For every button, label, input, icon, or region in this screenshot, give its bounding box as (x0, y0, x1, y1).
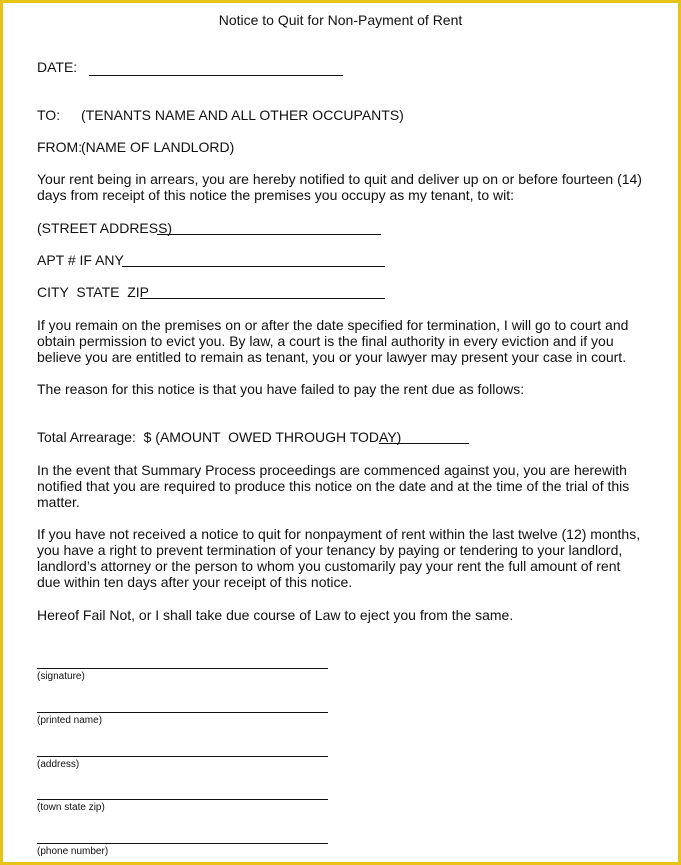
address-label: (address) (37, 759, 80, 770)
to-label: TO: (37, 107, 61, 123)
apt-label: APT # IF ANY (37, 252, 124, 268)
summary-process-paragraph: In the event that Summary Process proceedings are commenced against you, you are herewith notified that you are required to produce this notice on the date and at the time of the trial of this matter. (37, 462, 630, 510)
from-value: (NAME OF LANDLORD) (81, 139, 235, 155)
phone-number-label: (phone number) (37, 846, 109, 857)
reason-paragraph: The reason for this notice is that you have failed to pay the rent due as follows: (37, 381, 525, 397)
from-label: FROM: (37, 139, 83, 155)
signature-label: (signature) (37, 671, 85, 682)
phone-number-line[interactable] (37, 843, 328, 844)
date-field-line[interactable] (89, 75, 343, 76)
town-state-zip-line[interactable] (37, 799, 328, 800)
hereof-paragraph: Hereof Fail Not, or I shall take due course of Law to eject you from the same. (37, 607, 514, 623)
date-label: DATE: (37, 59, 78, 75)
street-address-label: (STREET ADDRESS) (37, 220, 173, 236)
court-paragraph: If you remain on the premises on or after the date specified for termination, I will go to court and obtain permission to evict you. By law, a court is the final authority in every eviction and if you believe you are entitled to remain as tenant, you or your lawyer may present your case in court. (37, 317, 629, 365)
page-title: Notice to Quit for Non-Payment of Rent (218, 12, 463, 28)
arrears-paragraph: Your rent being in arrears, you are hereby notified to quit and deliver up on or before fourteen (14) days from receipt of this notice the premises you occupy as my tenant, to wit: (37, 171, 642, 203)
town-state-zip-label: (town state zip) (37, 802, 105, 813)
to-value: (TENANTS NAME AND ALL OTHER OCCUPANTS) (81, 107, 404, 123)
arrearage-label: Total Arrearage: $ (AMOUNT OWED THROUGH TODAY) (37, 429, 402, 445)
arrearage-line[interactable] (379, 443, 469, 444)
signature-line[interactable] (37, 668, 328, 669)
address-line[interactable] (37, 756, 328, 757)
printed-name-label: (printed name) (37, 715, 103, 726)
city-state-zip-label: CITY STATE ZIP (37, 284, 150, 300)
apt-line[interactable] (122, 266, 385, 267)
city-state-zip-line[interactable] (140, 298, 385, 299)
twelve-months-paragraph: If you have not received a notice to quit for nonpayment of rent within the last twelve (12) months, you have a right to prevent termination of your tenancy by paying or tendering to your landlord, landlord’s attorney or the person to whom you customarily pay your rent the full amount of rent due within ten days after your receipt of this notice. (37, 526, 641, 590)
street-address-line[interactable] (157, 234, 381, 235)
printed-name-line[interactable] (37, 712, 328, 713)
